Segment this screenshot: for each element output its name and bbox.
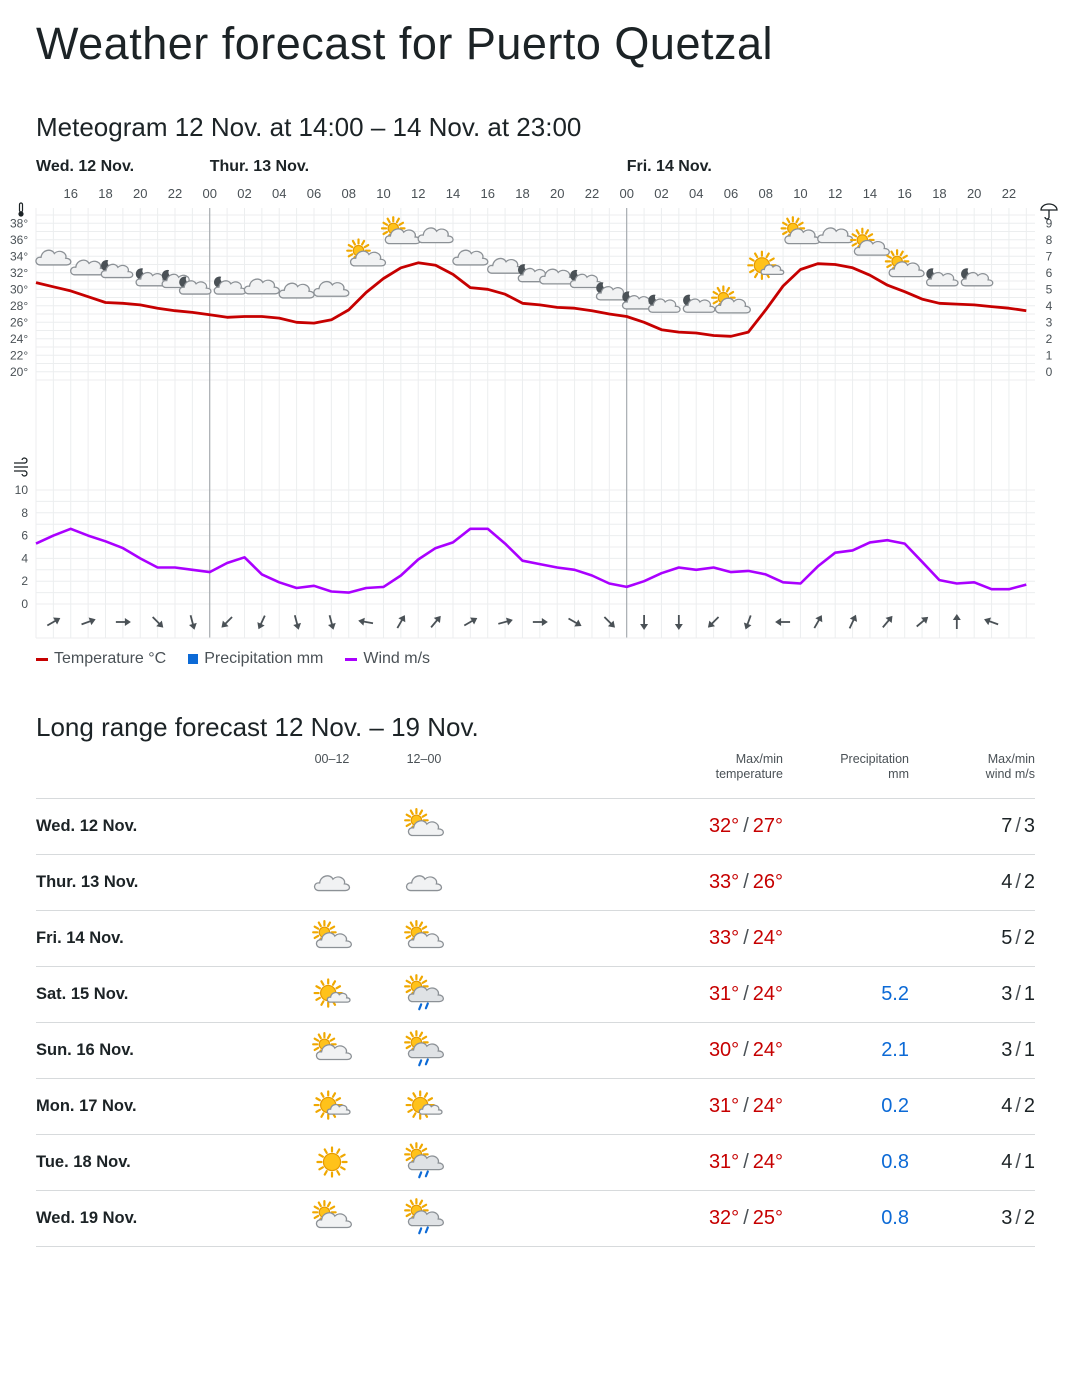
wind-column-header	[909, 752, 1035, 799]
day-symbol	[378, 1023, 470, 1079]
max-wind: 4	[1001, 1151, 1013, 1173]
max-temperature: 33°	[708, 871, 740, 893]
max-wind: 4	[1001, 871, 1013, 893]
wind-header-line1: Max/min	[987, 752, 1035, 766]
wind-cell	[909, 1023, 1035, 1079]
wind-cell	[909, 1079, 1035, 1135]
forecast-day: Sun. 16 Nov.	[36, 1023, 286, 1079]
legend-precipitation-swatch	[188, 654, 198, 664]
day-symbol	[378, 967, 470, 1023]
night-symbol	[286, 911, 378, 967]
precipitation-cell	[783, 799, 909, 855]
weather-symbol-cloud-icon	[314, 282, 349, 297]
wind-tick-label: 2	[21, 574, 28, 589]
min-wind: 2	[1023, 927, 1035, 949]
precipitation-cell: 0.8	[783, 1191, 909, 1247]
day-symbol	[378, 799, 470, 855]
wind-tick-label: 10	[14, 483, 28, 497]
temperature-tick-label: 22°	[10, 348, 29, 363]
long-range-title: Long range forecast 12 Nov. – 19 Nov.	[36, 712, 479, 742]
night-symbol	[286, 1191, 378, 1247]
weather-symbol-cloud-icon	[418, 228, 453, 243]
temperature-tick-label: 24°	[10, 331, 29, 346]
wind-direction-arrow	[675, 615, 683, 630]
forecast-day: Fri. 14 Nov.	[36, 911, 286, 967]
temperature-tick-label: 32°	[10, 265, 29, 280]
hour-tick-label: 18	[932, 186, 947, 201]
separator: /	[1015, 983, 1021, 1005]
long-range-header-row	[36, 752, 1035, 799]
day-symbol	[378, 1191, 470, 1247]
min-wind: 2	[1023, 871, 1035, 893]
legend-precipitation-label: Precipitation mm	[204, 650, 324, 667]
night-symbol	[286, 855, 378, 911]
max-wind: 4	[1001, 1095, 1013, 1117]
umbrella-icon	[1041, 204, 1057, 219]
sun-cloud-icon	[401, 1084, 447, 1130]
wind-cell	[909, 911, 1035, 967]
max-wind: 3	[1001, 983, 1013, 1005]
weather-symbol-cloud-icon	[279, 283, 314, 298]
temperature-header-line1: Max/min	[735, 752, 783, 766]
min-temperature: 24°	[752, 983, 783, 1005]
min-wind: 1	[1023, 983, 1035, 1005]
forecast-day: Tue. 18 Nov.	[36, 1135, 286, 1191]
wind-line	[36, 529, 1026, 593]
temperature-tick-label: 26°	[10, 315, 29, 330]
meteogram-chart	[0, 150, 1080, 645]
precipitation-cell: 0.2	[783, 1079, 909, 1135]
day-symbol	[378, 1135, 470, 1191]
hour-tick-label: 20	[549, 186, 565, 201]
weather-symbol-cloud-icon	[818, 228, 853, 243]
temperature-header-line2: temperature	[715, 767, 783, 781]
precipitation-tick-label: 7	[1045, 249, 1053, 264]
precipitation-tick-label: 4	[1045, 298, 1053, 313]
night-symbol	[286, 1135, 378, 1191]
temperature-tick-label: 20°	[10, 364, 29, 379]
min-temperature: 24°	[752, 1039, 783, 1061]
wind-cell	[909, 1135, 1035, 1191]
hour-tick-label: 12	[410, 186, 426, 201]
rain-day-icon	[401, 1140, 447, 1186]
hour-tick-label: 00	[619, 186, 634, 201]
legend-wind-label: Wind m/s	[363, 650, 431, 667]
wind-direction-arrow	[953, 614, 961, 629]
wind-cell	[909, 855, 1035, 911]
legend-temperature-label: Temperature °C	[54, 650, 167, 667]
weather-symbol-partly-cloudy-night-icon	[961, 268, 993, 286]
temperature-tick-label: 38°	[10, 216, 29, 231]
wind-cell	[909, 1191, 1035, 1247]
temperature-cell	[470, 911, 783, 967]
night-column-header: 00–12	[314, 752, 350, 766]
hour-tick-label: 20	[133, 186, 148, 201]
weather-symbol-partly-cloudy-night-icon	[926, 268, 958, 286]
forecast-day: Sat. 15 Nov.	[36, 967, 286, 1023]
precipitation-cell: 2.1	[783, 1023, 909, 1079]
rain-day-icon	[401, 1196, 447, 1242]
long-range-table	[36, 752, 1035, 1247]
day-column-header	[36, 752, 286, 799]
max-temperature: 30°	[708, 1039, 740, 1061]
min-wind: 2	[1023, 1207, 1035, 1229]
weather-symbol-partly-cloudy-night-icon	[214, 276, 246, 294]
meteogram-title: Meteogram 12 Nov. at 14:00 – 14 Nov. at 23:00	[36, 112, 582, 142]
weather-symbol-cloud-icon	[71, 260, 106, 275]
separator: /	[1015, 1151, 1021, 1173]
hour-tick-label: 12	[827, 186, 843, 201]
long-range-body	[36, 799, 1035, 1247]
min-wind: 1	[1023, 1039, 1035, 1061]
separator: /	[743, 815, 749, 837]
hour-tick-label: 22	[584, 186, 600, 201]
wind-cell	[909, 967, 1035, 1023]
temperature-cell	[470, 1135, 783, 1191]
temperature-cell	[470, 967, 783, 1023]
wind-tick-label: 6	[21, 528, 28, 543]
hour-tick-label: 16	[897, 186, 912, 201]
separator: /	[743, 1095, 749, 1117]
forecast-row[interactable]	[36, 799, 1035, 855]
sun-cloud-icon	[309, 972, 355, 1018]
forecast-row[interactable]	[36, 1191, 1035, 1247]
temperature-tick-label: 36°	[10, 232, 29, 247]
hour-tick-label: 22	[1001, 186, 1017, 201]
temperature-cell	[470, 799, 783, 855]
cloud-icon	[401, 860, 447, 906]
wind-tick-label: 8	[21, 505, 28, 520]
min-temperature: 27°	[752, 815, 783, 837]
min-wind: 3	[1023, 815, 1035, 837]
separator: /	[743, 1151, 749, 1173]
legend-temperature-swatch	[36, 658, 48, 661]
hour-tick-label: 20	[966, 186, 982, 201]
hour-tick-label: 02	[237, 186, 252, 201]
hour-tick-label: 04	[272, 186, 287, 201]
weather-symbol-partly-cloudy-night-icon	[179, 276, 211, 294]
hour-tick-label: 06	[723, 186, 739, 201]
hour-tick-label: 02	[654, 186, 669, 201]
partly-cloudy-day-icon	[309, 1028, 355, 1074]
day-symbol	[378, 911, 470, 967]
night-symbol	[286, 1023, 378, 1079]
separator: /	[743, 983, 749, 1005]
forecast-day: Mon. 17 Nov.	[36, 1079, 286, 1135]
separator: /	[1015, 1095, 1021, 1117]
precipitation-cell	[783, 855, 909, 911]
hour-tick-label: 10	[376, 186, 391, 201]
separator: /	[1015, 871, 1021, 893]
hour-tick-label: 18	[98, 186, 113, 201]
day-label: Fri. 14 Nov.	[626, 158, 712, 175]
separator: /	[743, 1207, 749, 1229]
min-temperature: 25°	[752, 1207, 783, 1229]
rain-day-icon	[401, 972, 447, 1018]
temperature-cell	[470, 1079, 783, 1135]
precipitation-cell: 0.8	[783, 1135, 909, 1191]
max-temperature: 32°	[708, 1207, 740, 1229]
day-period-column-header: 12–00	[406, 752, 442, 766]
temperature-cell	[470, 855, 783, 911]
hour-tick-label: 14	[445, 186, 461, 201]
max-temperature: 33°	[708, 927, 740, 949]
hour-tick-label: 16	[480, 186, 495, 201]
precipitation-tick-label: 9	[1045, 216, 1053, 231]
weather-symbol-cloud-icon	[488, 258, 523, 273]
max-temperature: 31°	[708, 1095, 740, 1117]
wind-direction-arrow	[640, 615, 648, 630]
precipitation-cell: 5.2	[783, 967, 909, 1023]
wind-cell	[909, 799, 1035, 855]
thermometer-icon	[18, 203, 23, 217]
forecast-row[interactable]	[36, 1079, 1035, 1135]
legend-precipitation[interactable]	[188, 650, 323, 668]
precipitation-column-header	[783, 752, 909, 799]
separator: /	[1015, 927, 1021, 949]
max-wind: 5	[1001, 927, 1013, 949]
night-symbol	[286, 967, 378, 1023]
forecast-day: Thur. 13 Nov.	[36, 855, 286, 911]
min-temperature: 24°	[752, 1095, 783, 1117]
temperature-cell	[470, 1023, 783, 1079]
precipitation-tick-label: 0	[1045, 364, 1053, 379]
precipitation-tick-label: 6	[1045, 265, 1053, 280]
cloud-icon	[309, 860, 355, 906]
night-symbol	[286, 799, 378, 855]
rain-day-icon	[401, 1028, 447, 1074]
hour-tick-label: 16	[63, 186, 78, 201]
forecast-day: Wed. 19 Nov.	[36, 1191, 286, 1247]
day-label: Wed. 12 Nov.	[36, 158, 135, 175]
forecast-row[interactable]	[36, 1023, 1035, 1079]
partly-cloudy-day-icon	[309, 916, 355, 962]
min-temperature: 26°	[752, 871, 783, 893]
partly-cloudy-day-icon	[309, 1196, 355, 1242]
weather-symbol-cloud-icon	[453, 250, 488, 265]
temperature-cell	[470, 1191, 783, 1247]
separator: /	[743, 1039, 749, 1061]
hour-tick-label: 14	[862, 186, 878, 201]
max-wind: 3	[1001, 1039, 1013, 1061]
sun-icon	[309, 1140, 355, 1186]
day-symbol	[378, 855, 470, 911]
separator: /	[1015, 815, 1021, 837]
empty-icon	[309, 804, 355, 850]
forecast-row[interactable]	[36, 855, 1035, 911]
hour-tick-label: 22	[167, 186, 183, 201]
forecast-day: Wed. 12 Nov.	[36, 799, 286, 855]
precipitation-tick-label: 1	[1045, 348, 1053, 363]
precipitation-cell	[783, 911, 909, 967]
hour-tick-label: 08	[341, 186, 356, 201]
hour-tick-label: 06	[306, 186, 322, 201]
precipitation-tick-label: 2	[1045, 331, 1053, 346]
partly-cloudy-day-icon	[401, 916, 447, 962]
max-temperature: 32°	[708, 815, 740, 837]
precipitation-tick-label: 5	[1045, 282, 1053, 297]
legend-wind[interactable]	[345, 650, 430, 668]
min-temperature: 24°	[752, 927, 783, 949]
hour-tick-label: 08	[758, 186, 773, 201]
separator: /	[743, 871, 749, 893]
forecast-row[interactable]	[36, 911, 1035, 967]
day-label: Thur. 13 Nov.	[209, 158, 310, 175]
max-temperature: 31°	[708, 1151, 740, 1173]
temperature-tick-label: 30°	[10, 282, 29, 297]
wind-tick-label: 0	[21, 597, 28, 611]
hour-tick-label: 04	[688, 186, 704, 201]
precipitation-header-line2: mm	[888, 767, 909, 781]
min-temperature: 24°	[752, 1151, 783, 1173]
temperature-tick-label: 28°	[10, 298, 29, 313]
night-symbol	[286, 1079, 378, 1135]
max-wind: 3	[1001, 1207, 1013, 1229]
separator: /	[1015, 1039, 1021, 1061]
temperature-tick-label: 34°	[10, 249, 29, 264]
page-title: Weather forecast for Puerto Quetzal	[36, 18, 774, 69]
precipitation-header-line1: Precipitation	[840, 752, 909, 766]
chart-legend	[36, 650, 430, 668]
wind-header-line2: wind m/s	[985, 767, 1035, 781]
temperature-column-header	[470, 752, 783, 799]
weather-symbol-partly-cloudy-night-icon	[101, 260, 133, 278]
precipitation-tick-label: 3	[1045, 315, 1053, 330]
day-symbol	[378, 1079, 470, 1135]
min-wind: 2	[1023, 1095, 1035, 1117]
weather-symbol-cloud-icon	[36, 250, 71, 265]
min-wind: 1	[1023, 1151, 1035, 1173]
hour-tick-label: 10	[793, 186, 808, 201]
sun-cloud-icon	[309, 1084, 355, 1130]
separator: /	[1015, 1207, 1021, 1229]
partly-cloudy-day-icon	[401, 804, 447, 850]
precipitation-tick-label: 8	[1045, 232, 1053, 247]
legend-wind-swatch	[345, 658, 357, 661]
hour-tick-label: 18	[515, 186, 530, 201]
legend-temperature[interactable]	[36, 650, 166, 668]
hour-tick-label: 00	[202, 186, 217, 201]
forecast-row[interactable]	[36, 967, 1035, 1023]
wind-tick-label: 4	[21, 551, 28, 566]
separator: /	[743, 927, 749, 949]
wind-icon	[14, 458, 28, 476]
max-wind: 7	[1001, 815, 1013, 837]
max-temperature: 31°	[708, 983, 740, 1005]
forecast-row[interactable]	[36, 1135, 1035, 1191]
